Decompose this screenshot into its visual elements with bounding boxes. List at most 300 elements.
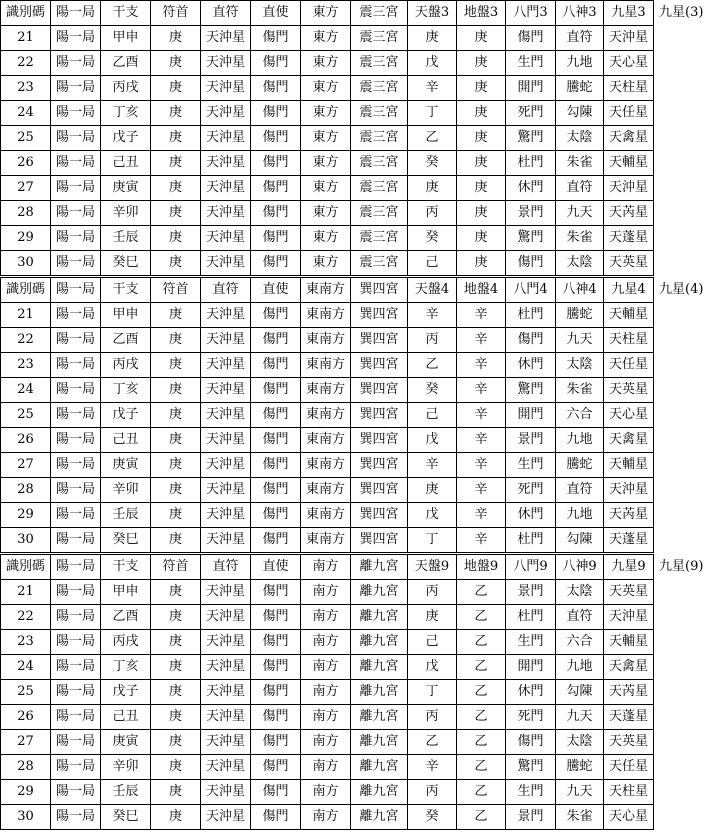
table-cell: 天任星: [604, 101, 654, 126]
table-cell: 南方: [301, 730, 351, 755]
table-cell: 傷門: [251, 528, 301, 554]
table-cell: 離九宮: [351, 755, 408, 780]
table-cell: 庚: [151, 705, 201, 730]
header-cell: 八神3: [556, 1, 604, 26]
table-cell: 天沖星: [201, 76, 251, 101]
header-cell: 南方: [301, 554, 351, 580]
table-cell: 陽一局: [51, 201, 101, 226]
table-cell: 天沖星: [201, 630, 251, 655]
empty-cell: [654, 176, 708, 201]
empty-cell: [654, 605, 708, 630]
empty-cell: [654, 428, 708, 453]
table-cell: 庚: [151, 303, 201, 328]
table-cell: 癸: [408, 378, 457, 403]
table-cell: 南方: [301, 805, 351, 830]
table-cell: 天芮星: [604, 201, 654, 226]
table-cell: 庚: [151, 226, 201, 251]
table-cell: 癸巳: [101, 251, 151, 277]
table-cell: 庚: [408, 478, 457, 503]
header-cell: 識別碼: [1, 554, 51, 580]
table-cell: 辛: [457, 403, 506, 428]
table-cell: 東方: [301, 51, 351, 76]
table-cell: 傷門: [251, 730, 301, 755]
table-cell: 陽一局: [51, 655, 101, 680]
table-cell: 陽一局: [51, 503, 101, 528]
header-cell: 陽一局: [51, 554, 101, 580]
table-cell: 陽一局: [51, 176, 101, 201]
table-cell: 天輔星: [604, 453, 654, 478]
table-cell: 庚: [151, 176, 201, 201]
table-cell: 死門: [506, 705, 556, 730]
table-cell: 乙: [457, 705, 506, 730]
table-cell: 傷門: [506, 26, 556, 51]
table-cell: 六合: [556, 403, 604, 428]
table-cell: 朱雀: [556, 226, 604, 251]
table-cell: 景門: [506, 428, 556, 453]
table-cell: 庚: [151, 680, 201, 705]
table-cell: 30: [1, 251, 51, 277]
table-cell: 太陰: [556, 580, 604, 605]
table-cell: 傷門: [251, 101, 301, 126]
table-cell: 乙: [408, 730, 457, 755]
table-cell: 傷門: [251, 76, 301, 101]
table-cell: 庚: [457, 101, 506, 126]
table-cell: 辛: [457, 428, 506, 453]
table-cell: 九天: [556, 780, 604, 805]
table-cell: 傷門: [251, 403, 301, 428]
table-body: [1, 1, 708, 830]
table-cell: 己: [408, 630, 457, 655]
table-cell: 天柱星: [604, 328, 654, 353]
table-row: [1, 126, 708, 151]
table-row: [1, 605, 708, 630]
header-cell: 九星9: [604, 554, 654, 580]
empty-cell: [654, 630, 708, 655]
table-cell: 傷門: [251, 51, 301, 76]
table-cell: 天沖星: [201, 580, 251, 605]
table-cell: 驚門: [506, 226, 556, 251]
table-cell: 天沖星: [201, 176, 251, 201]
table-cell: 天沖星: [201, 655, 251, 680]
table-cell: 24: [1, 655, 51, 680]
table-cell: 27: [1, 730, 51, 755]
table-cell: 騰蛇: [556, 303, 604, 328]
table-row: [1, 251, 708, 277]
table-cell: 庚: [151, 353, 201, 378]
table-cell: 庚寅: [101, 453, 151, 478]
table-cell: 杜門: [506, 151, 556, 176]
table-cell: 26: [1, 428, 51, 453]
header-cell: 干支: [101, 1, 151, 26]
table-cell: 休門: [506, 503, 556, 528]
table-cell: 乙酉: [101, 605, 151, 630]
table-cell: 庚: [151, 453, 201, 478]
empty-cell: [654, 26, 708, 51]
header-cell: 直符: [201, 1, 251, 26]
table-cell: 陽一局: [51, 780, 101, 805]
header-cell: 九星3: [604, 1, 654, 26]
empty-cell: [654, 705, 708, 730]
table-cell: 天英星: [604, 378, 654, 403]
table-cell: 乙: [457, 755, 506, 780]
table-cell: 庚: [151, 655, 201, 680]
table-cell: 辛: [457, 503, 506, 528]
table-cell: 傷門: [251, 428, 301, 453]
table-cell: 天芮星: [604, 680, 654, 705]
header-cell: 符首: [151, 277, 201, 303]
table-cell: 陽一局: [51, 403, 101, 428]
table-row: [1, 755, 708, 780]
table-cell: 天沖星: [201, 403, 251, 428]
table-cell: 天禽星: [604, 428, 654, 453]
header-cell: 干支: [101, 277, 151, 303]
table-cell: 陽一局: [51, 76, 101, 101]
table-cell: 庚: [151, 528, 201, 554]
table-cell: 休門: [506, 176, 556, 201]
table-cell: 甲申: [101, 303, 151, 328]
table-cell: 東方: [301, 251, 351, 277]
table-cell: 震三宮: [351, 26, 408, 51]
table-cell: 太陰: [556, 126, 604, 151]
table-cell: 南方: [301, 780, 351, 805]
table-cell: 天心星: [604, 403, 654, 428]
table-row: [1, 503, 708, 528]
table-cell: 震三宮: [351, 201, 408, 226]
table-cell: 壬辰: [101, 226, 151, 251]
table-cell: 乙: [457, 655, 506, 680]
table-cell: 震三宮: [351, 176, 408, 201]
table-cell: 癸巳: [101, 528, 151, 554]
table-cell: 24: [1, 101, 51, 126]
table-cell: 傷門: [251, 226, 301, 251]
table-cell: 28: [1, 755, 51, 780]
header-cell: 干支: [101, 554, 151, 580]
table-cell: 傷門: [251, 328, 301, 353]
table-cell: 巽四宮: [351, 353, 408, 378]
table-row: [1, 730, 708, 755]
header-cell: 陽一局: [51, 277, 101, 303]
table-cell: 22: [1, 328, 51, 353]
table-cell: 傷門: [251, 201, 301, 226]
empty-cell: [654, 503, 708, 528]
table-cell: 傷門: [251, 378, 301, 403]
header-cell: 直使: [251, 554, 301, 580]
empty-cell: [654, 755, 708, 780]
table-cell: 巽四宮: [351, 453, 408, 478]
table-cell: 天沖星: [201, 503, 251, 528]
table-cell: 傷門: [251, 303, 301, 328]
table-cell: 庚: [151, 201, 201, 226]
table-cell: 27: [1, 453, 51, 478]
table-cell: 九地: [556, 655, 604, 680]
table-cell: 乙: [457, 630, 506, 655]
table-row: [1, 453, 708, 478]
table-cell: 丁: [408, 680, 457, 705]
section-header-row: [1, 277, 708, 303]
table-cell: 庚: [151, 51, 201, 76]
table-cell: 庚: [457, 51, 506, 76]
empty-cell: [654, 126, 708, 151]
table-cell: 傷門: [251, 353, 301, 378]
table-cell: 己: [408, 251, 457, 277]
table-cell: 天英星: [604, 251, 654, 277]
table-cell: 九天: [556, 328, 604, 353]
header-cell: 八門9: [506, 554, 556, 580]
table-cell: 甲申: [101, 580, 151, 605]
table-cell: 丙: [408, 705, 457, 730]
table-cell: 傷門: [251, 630, 301, 655]
table-cell: 天心星: [604, 805, 654, 830]
table-cell: 巽四宮: [351, 328, 408, 353]
table-cell: 庚: [408, 176, 457, 201]
table-cell: 丙: [408, 780, 457, 805]
table-cell: 己丑: [101, 428, 151, 453]
table-cell: 直符: [556, 478, 604, 503]
table-cell: 勾陳: [556, 528, 604, 554]
table-cell: 庚: [457, 76, 506, 101]
table-cell: 傷門: [251, 126, 301, 151]
table-cell: 九天: [556, 705, 604, 730]
empty-cell: [654, 76, 708, 101]
table-cell: 東南方: [301, 528, 351, 554]
table-cell: 驚門: [506, 755, 556, 780]
table-cell: 震三宮: [351, 151, 408, 176]
header-cell: 九星4: [604, 277, 654, 303]
table-cell: 戊: [408, 655, 457, 680]
table-cell: 乙: [457, 780, 506, 805]
table-cell: 傷門: [251, 453, 301, 478]
table-cell: 九地: [556, 428, 604, 453]
header-cell: 八門4: [506, 277, 556, 303]
table-cell: 休門: [506, 680, 556, 705]
table-cell: 陽一局: [51, 705, 101, 730]
table-cell: 辛: [408, 76, 457, 101]
table-cell: 天沖星: [201, 705, 251, 730]
table-cell: 陽一局: [51, 26, 101, 51]
table-cell: 壬辰: [101, 780, 151, 805]
table-cell: 28: [1, 201, 51, 226]
table-cell: 癸: [408, 805, 457, 830]
table-cell: 天沖星: [201, 151, 251, 176]
table-cell: 陽一局: [51, 805, 101, 830]
table-cell: 震三宮: [351, 76, 408, 101]
table-cell: 東南方: [301, 478, 351, 503]
table-cell: 天沖星: [604, 26, 654, 51]
table-cell: 東方: [301, 151, 351, 176]
empty-cell: [654, 655, 708, 680]
table-cell: 震三宮: [351, 226, 408, 251]
table-cell: 東南方: [301, 353, 351, 378]
table-cell: 傷門: [251, 251, 301, 277]
table-cell: 陽一局: [51, 51, 101, 76]
header-cell: 地盤4: [457, 277, 506, 303]
table-cell: 陽一局: [51, 328, 101, 353]
table-cell: 天沖星: [201, 605, 251, 630]
table-cell: 庚: [151, 605, 201, 630]
table-cell: 東方: [301, 101, 351, 126]
table-cell: 陽一局: [51, 226, 101, 251]
header-cell: 巽四宮: [351, 277, 408, 303]
table-cell: 天輔星: [604, 630, 654, 655]
table-cell: 甲申: [101, 26, 151, 51]
table-cell: 天沖星: [201, 478, 251, 503]
table-cell: 天禽星: [604, 655, 654, 680]
table-cell: 驚門: [506, 378, 556, 403]
table-cell: 己: [408, 403, 457, 428]
table-row: [1, 51, 708, 76]
table-cell: 己丑: [101, 705, 151, 730]
table-cell: 25: [1, 403, 51, 428]
table-cell: 庚: [151, 26, 201, 51]
table-cell: 辛: [457, 478, 506, 503]
header-cell: 九星(3): [654, 1, 708, 26]
header-cell: 天盤3: [408, 1, 457, 26]
table-cell: 22: [1, 605, 51, 630]
table-cell: 傷門: [251, 780, 301, 805]
empty-cell: [654, 805, 708, 830]
table-cell: 傷門: [506, 328, 556, 353]
table-cell: 庚: [457, 126, 506, 151]
table-cell: 丁: [408, 528, 457, 554]
table-cell: 庚: [457, 151, 506, 176]
table-cell: 太陰: [556, 251, 604, 277]
table-cell: 東南方: [301, 503, 351, 528]
table-cell: 巽四宮: [351, 378, 408, 403]
header-cell: 符首: [151, 554, 201, 580]
table-cell: 30: [1, 528, 51, 554]
table-row: [1, 353, 708, 378]
table-cell: 庚: [151, 251, 201, 277]
header-cell: 天盤9: [408, 554, 457, 580]
table-cell: 東南方: [301, 328, 351, 353]
table-cell: 驚門: [506, 126, 556, 151]
table-cell: 東南方: [301, 303, 351, 328]
table-cell: 戊: [408, 428, 457, 453]
table-cell: 28: [1, 478, 51, 503]
empty-cell: [654, 201, 708, 226]
table-cell: 庚: [151, 76, 201, 101]
table-cell: 庚: [457, 176, 506, 201]
table-row: [1, 303, 708, 328]
header-cell: 符首: [151, 1, 201, 26]
table-cell: 辛卯: [101, 478, 151, 503]
table-cell: 陽一局: [51, 755, 101, 780]
table-cell: 23: [1, 353, 51, 378]
table-cell: 丁亥: [101, 655, 151, 680]
table-cell: 天沖星: [201, 780, 251, 805]
table-cell: 辛: [408, 755, 457, 780]
table-row: [1, 680, 708, 705]
table-cell: 杜門: [506, 303, 556, 328]
table-cell: 陽一局: [51, 378, 101, 403]
table-cell: 直符: [556, 26, 604, 51]
table-cell: 天輔星: [604, 151, 654, 176]
table-cell: 庚: [151, 328, 201, 353]
table-cell: 天蓬星: [604, 226, 654, 251]
table-row: [1, 151, 708, 176]
table-cell: 丙: [408, 328, 457, 353]
table-cell: 乙: [408, 126, 457, 151]
table-cell: 死門: [506, 478, 556, 503]
header-cell: 地盤3: [457, 1, 506, 26]
table-cell: 天沖星: [201, 201, 251, 226]
table-cell: 直符: [556, 176, 604, 201]
table-cell: 26: [1, 705, 51, 730]
table-row: [1, 805, 708, 830]
table-cell: 壬辰: [101, 503, 151, 528]
table-cell: 離九宮: [351, 630, 408, 655]
table-cell: 生門: [506, 780, 556, 805]
table-cell: 九地: [556, 51, 604, 76]
table-cell: 陽一局: [51, 630, 101, 655]
table-cell: 陽一局: [51, 303, 101, 328]
table-cell: 朱雀: [556, 805, 604, 830]
table-cell: 陽一局: [51, 101, 101, 126]
header-cell: 八神4: [556, 277, 604, 303]
table-cell: 丙戌: [101, 353, 151, 378]
table-cell: 六合: [556, 630, 604, 655]
empty-cell: [654, 328, 708, 353]
table-cell: 乙: [457, 805, 506, 830]
table-cell: 天沖星: [201, 26, 251, 51]
table-cell: 離九宮: [351, 680, 408, 705]
table-cell: 震三宮: [351, 126, 408, 151]
table-cell: 丁亥: [101, 378, 151, 403]
table-cell: 南方: [301, 680, 351, 705]
table-cell: 景門: [506, 201, 556, 226]
table-cell: 傷門: [251, 478, 301, 503]
table-cell: 天蓬星: [604, 705, 654, 730]
table-cell: 直符: [556, 605, 604, 630]
table-cell: 天柱星: [604, 780, 654, 805]
table-cell: 巽四宮: [351, 303, 408, 328]
table-cell: 陽一局: [51, 605, 101, 630]
table-cell: 陽一局: [51, 251, 101, 277]
table-cell: 杜門: [506, 605, 556, 630]
empty-cell: [654, 580, 708, 605]
empty-cell: [654, 353, 708, 378]
table-cell: 杜門: [506, 528, 556, 554]
table-cell: 天輔星: [604, 303, 654, 328]
table-cell: 丁亥: [101, 101, 151, 126]
table-cell: 庚: [151, 580, 201, 605]
table-cell: 21: [1, 26, 51, 51]
table-cell: 傷門: [251, 655, 301, 680]
table-cell: 27: [1, 176, 51, 201]
header-cell: 陽一局: [51, 1, 101, 26]
table-cell: 東方: [301, 176, 351, 201]
table-cell: 南方: [301, 705, 351, 730]
table-row: [1, 226, 708, 251]
table-cell: 辛卯: [101, 201, 151, 226]
table-cell: 傷門: [251, 176, 301, 201]
table-cell: 天沖星: [201, 755, 251, 780]
table-cell: 庚: [151, 630, 201, 655]
table-cell: 辛: [408, 453, 457, 478]
table-cell: 23: [1, 630, 51, 655]
table-cell: 傷門: [251, 151, 301, 176]
table-row: [1, 176, 708, 201]
table-cell: 巽四宮: [351, 503, 408, 528]
table-cell: 陽一局: [51, 478, 101, 503]
table-row: [1, 76, 708, 101]
table-cell: 陽一局: [51, 580, 101, 605]
table-cell: 天沖星: [201, 730, 251, 755]
table-cell: 庚: [151, 101, 201, 126]
empty-cell: [654, 51, 708, 76]
table-row: [1, 26, 708, 51]
table-cell: 天沖星: [201, 680, 251, 705]
